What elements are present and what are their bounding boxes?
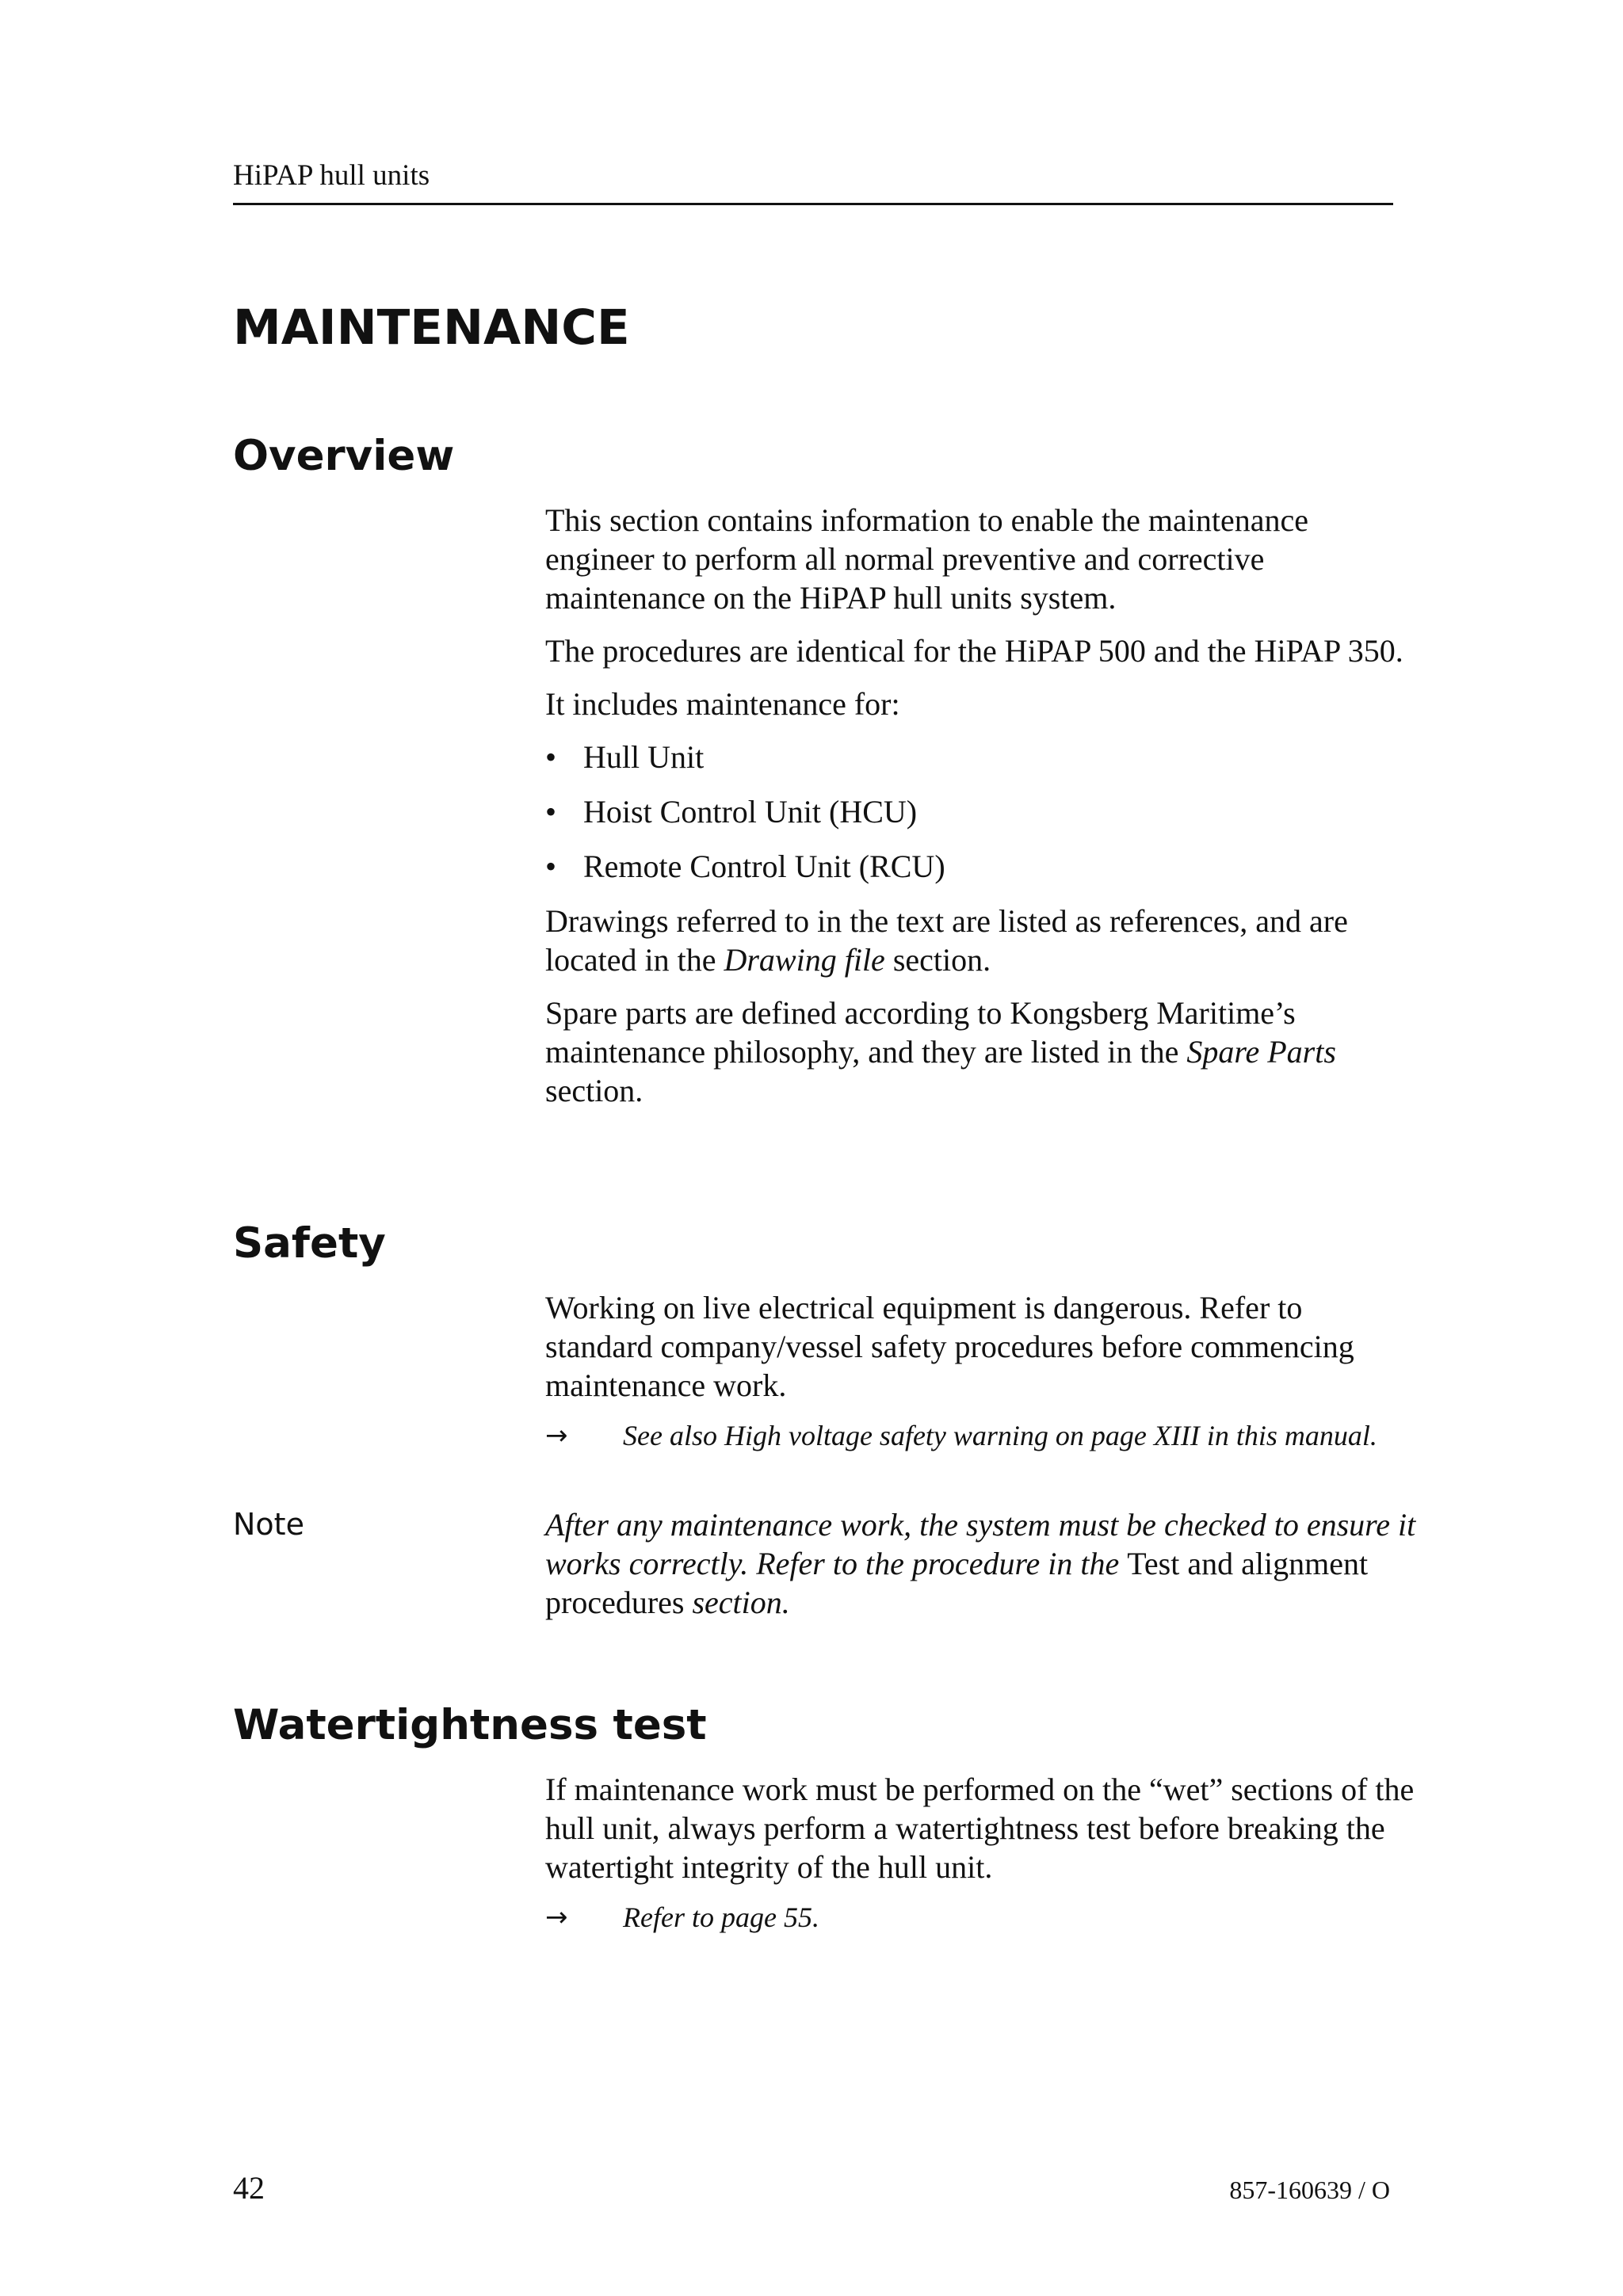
maintenance-list (545, 738, 1417, 886)
overview-paragraph-2: The procedures are identical for the HiPAP 500 and the HiPAP 350. (545, 633, 1403, 669)
list-item (545, 738, 1417, 776)
list-item-text: Remote Control Unit (RCU) (583, 849, 945, 884)
safety-heading: Safety (233, 1219, 386, 1268)
document-number: 857-160639 / O (1229, 2176, 1390, 2204)
header-title: HiPAP hull units (233, 159, 430, 192)
paragraph-text: section. (545, 1073, 643, 1108)
page-number: 42 (233, 2170, 265, 2206)
note-text (545, 1505, 1417, 1622)
overview-paragraph-1: This section contains information to enable the maintenance engineer to perform all normal preventive and corrective maintenance on the HiPAP hull units system. (545, 502, 1309, 616)
test-alignment-reference: Test and alignment procedures (545, 1546, 1369, 1620)
overview-heading: Overview (233, 432, 455, 480)
bullet-icon: • (545, 794, 557, 830)
paragraph-text: Spare parts are defined according to Kongsberg Maritime’s maintenance philosophy, and they are listed in the (545, 995, 1296, 1070)
cross-reference-text: Refer to page 55. (623, 1901, 819, 1933)
list-item (545, 847, 1417, 886)
note-text-part: After any maintenance work, the system must be checked to ensure it works correctly. Refer to the procedure in the (545, 1507, 1416, 1581)
overview-body (545, 501, 1417, 1124)
watertightness-paragraph-1: If maintenance work must be performed on the “wet” sections of the hull unit, always perform a watertightness test before breaking the watertight integrity of the hull unit. (545, 1772, 1415, 1885)
list-item-text: Hoist Control Unit (HCU) (583, 794, 918, 830)
note-text-part: section. (684, 1585, 790, 1620)
bullet-icon: • (545, 739, 557, 775)
paragraph-text: section. (884, 942, 991, 978)
overview-paragraph-3: It includes maintenance for: (545, 686, 900, 722)
safety-body (545, 1288, 1417, 1453)
arrow-right-icon: → (545, 1420, 568, 1451)
list-item-text: Hull Unit (583, 739, 705, 775)
arrow-right-icon: → (545, 1901, 568, 1933)
safety-paragraph-1: Working on live electrical equipment is dangerous. Refer to standard company/vessel safety procedures before commencing maintenance work. (545, 1290, 1354, 1403)
watertightness-cross-reference (545, 1901, 1417, 1935)
drawing-file-reference: Drawing file (724, 942, 885, 978)
bullet-icon: • (545, 849, 557, 884)
overview-paragraph-5 (545, 994, 1417, 1110)
paragraph-text: Drawings referred to in the text are listed as references, and are located in the (545, 903, 1348, 978)
spare-parts-reference: Spare Parts (1186, 1034, 1336, 1070)
overview-paragraph-4 (545, 902, 1417, 979)
main-title: MAINTENANCE (233, 299, 630, 356)
safety-cross-reference (545, 1419, 1417, 1453)
cross-reference-text: See also High voltage safety warning on page XIII in this manual. (623, 1420, 1377, 1451)
watertightness-body (545, 1770, 1417, 1935)
note-label: Note (233, 1507, 304, 1542)
watertightness-heading: Watertightness test (233, 1701, 707, 1749)
list-item (545, 792, 1417, 831)
page-header (233, 155, 1393, 205)
